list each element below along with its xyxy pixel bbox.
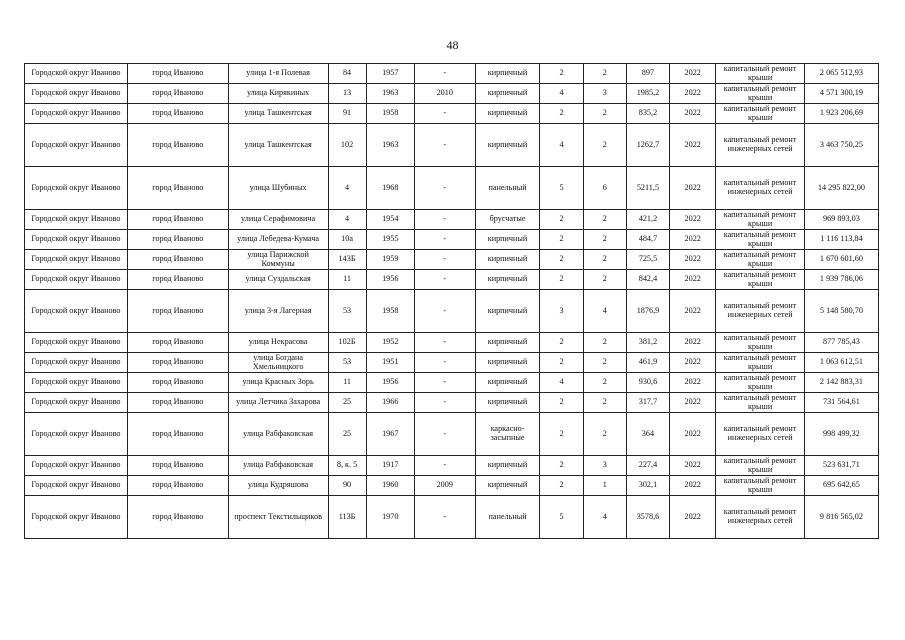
floors-cell: 2 — [540, 250, 583, 270]
city-cell: город Иваново — [127, 496, 228, 539]
page-number: 48 — [446, 38, 459, 52]
last-repair-year-cell: - — [414, 64, 475, 84]
house-number-cell: 91 — [328, 104, 366, 124]
last-repair-year-cell: - — [414, 413, 475, 456]
floors-cell: 2 — [540, 353, 583, 373]
cost-cell: 14 295 822,00 — [804, 167, 878, 210]
work-type-cell: капитальный ремонт крыши — [716, 476, 804, 496]
last-repair-year-cell: - — [414, 270, 475, 290]
municipal-district-cell: Городской округ Иваново — [25, 210, 128, 230]
city-cell: город Иваново — [127, 353, 228, 373]
last-repair-year-cell: - — [414, 124, 475, 167]
floors-cell: 2 — [540, 64, 583, 84]
work-type-cell: капитальный ремонт инженерных сетей — [716, 124, 804, 167]
cost-cell: 695 642,65 — [804, 476, 878, 496]
planned-year-cell: 2022 — [670, 250, 716, 270]
table-row — [25, 64, 879, 84]
floors-cell: 2 — [540, 393, 583, 413]
house-number-cell: 84 — [328, 64, 366, 84]
area-cell: 364 — [626, 413, 669, 456]
table-row — [25, 353, 879, 373]
year-built-cell: 1956 — [366, 373, 414, 393]
street-cell: улица Серафимовича — [228, 210, 328, 230]
work-type-cell: капитальный ремонт крыши — [716, 64, 804, 84]
area-cell: 317,7 — [626, 393, 669, 413]
municipal-district-cell: Городской округ Иваново — [25, 124, 128, 167]
area-cell: 227,4 — [626, 456, 669, 476]
floors-cell: 2 — [540, 456, 583, 476]
year-built-cell: 1967 — [366, 413, 414, 456]
area-cell: 842,4 — [626, 270, 669, 290]
house-number-cell: 53 — [328, 353, 366, 373]
entrances-cell: 2 — [583, 413, 626, 456]
entrances-cell: 2 — [583, 393, 626, 413]
street-cell: улица Рабфаковская — [228, 456, 328, 476]
municipal-district-cell: Городской округ Иваново — [25, 104, 128, 124]
wall-material-cell: кирпичный — [475, 250, 540, 270]
wall-material-cell: кирпичный — [475, 456, 540, 476]
cost-cell: 9 816 565,02 — [804, 496, 878, 539]
table-row — [25, 270, 879, 290]
street-cell: улица Ташкентская — [228, 124, 328, 167]
house-number-cell: 90 — [328, 476, 366, 496]
entrances-cell: 3 — [583, 456, 626, 476]
last-repair-year-cell: - — [414, 353, 475, 373]
table-row — [25, 373, 879, 393]
table-row — [25, 250, 879, 270]
wall-material-cell: кирпичный — [475, 333, 540, 353]
table-row — [25, 496, 879, 539]
last-repair-year-cell: - — [414, 393, 475, 413]
year-built-cell: 1957 — [366, 64, 414, 84]
work-type-cell: капитальный ремонт крыши — [716, 230, 804, 250]
street-cell: улица Суздальская — [228, 270, 328, 290]
year-built-cell: 1952 — [366, 333, 414, 353]
entrances-cell: 2 — [583, 124, 626, 167]
house-number-cell: 8, к. 5 — [328, 456, 366, 476]
last-repair-year-cell: - — [414, 167, 475, 210]
table-row — [25, 413, 879, 456]
cost-cell: 969 893,03 — [804, 210, 878, 230]
municipal-district-cell: Городской округ Иваново — [25, 333, 128, 353]
city-cell: город Иваново — [127, 373, 228, 393]
area-cell: 897 — [626, 64, 669, 84]
work-type-cell: капитальный ремонт крыши — [716, 250, 804, 270]
wall-material-cell: кирпичный — [475, 373, 540, 393]
last-repair-year-cell: - — [414, 250, 475, 270]
work-type-cell: капитальный ремонт крыши — [716, 456, 804, 476]
work-type-cell: капитальный ремонт инженерных сетей — [716, 496, 804, 539]
year-built-cell: 1956 — [366, 270, 414, 290]
last-repair-year-cell: - — [414, 456, 475, 476]
planned-year-cell: 2022 — [670, 84, 716, 104]
year-built-cell: 1963 — [366, 84, 414, 104]
planned-year-cell: 2022 — [670, 167, 716, 210]
work-type-cell: капитальный ремонт крыши — [716, 333, 804, 353]
year-built-cell: 1963 — [366, 124, 414, 167]
cost-cell: 998 499,32 — [804, 413, 878, 456]
floors-cell: 2 — [540, 230, 583, 250]
street-cell: улица Красных Зорь — [228, 373, 328, 393]
area-cell: 3578,6 — [626, 496, 669, 539]
last-repair-year-cell: - — [414, 104, 475, 124]
house-number-cell: 4 — [328, 210, 366, 230]
work-type-cell: капитальный ремонт крыши — [716, 210, 804, 230]
entrances-cell: 2 — [583, 270, 626, 290]
planned-year-cell: 2022 — [670, 393, 716, 413]
house-number-cell: 25 — [328, 413, 366, 456]
street-cell: улица Кирякиных — [228, 84, 328, 104]
city-cell: город Иваново — [127, 230, 228, 250]
city-cell: город Иваново — [127, 456, 228, 476]
house-number-cell: 53 — [328, 290, 366, 333]
year-built-cell: 1951 — [366, 353, 414, 373]
work-type-cell: капитальный ремонт инженерных сетей — [716, 167, 804, 210]
planned-year-cell: 2022 — [670, 104, 716, 124]
city-cell: город Иваново — [127, 290, 228, 333]
entrances-cell: 3 — [583, 84, 626, 104]
housing-repair-table — [24, 63, 879, 539]
planned-year-cell: 2022 — [670, 353, 716, 373]
municipal-district-cell: Городской округ Иваново — [25, 413, 128, 456]
entrances-cell: 2 — [583, 230, 626, 250]
work-type-cell: капитальный ремонт крыши — [716, 353, 804, 373]
city-cell: город Иваново — [127, 124, 228, 167]
entrances-cell: 2 — [583, 333, 626, 353]
city-cell: город Иваново — [127, 270, 228, 290]
street-cell: улица Шубиных — [228, 167, 328, 210]
municipal-district-cell: Городской округ Иваново — [25, 373, 128, 393]
year-built-cell: 1958 — [366, 290, 414, 333]
work-type-cell: капитальный ремонт крыши — [716, 104, 804, 124]
city-cell: город Иваново — [127, 167, 228, 210]
entrances-cell: 4 — [583, 290, 626, 333]
last-repair-year-cell: - — [414, 230, 475, 250]
table-row — [25, 476, 879, 496]
entrances-cell: 1 — [583, 476, 626, 496]
area-cell: 930,6 — [626, 373, 669, 393]
cost-cell: 1 063 612,51 — [804, 353, 878, 373]
wall-material-cell: кирпичный — [475, 353, 540, 373]
table-row — [25, 124, 879, 167]
work-type-cell: капитальный ремонт инженерных сетей — [716, 290, 804, 333]
house-number-cell: 113Б — [328, 496, 366, 539]
planned-year-cell: 2022 — [670, 230, 716, 250]
table-row — [25, 84, 879, 104]
work-type-cell: капитальный ремонт крыши — [716, 270, 804, 290]
floors-cell: 5 — [540, 167, 583, 210]
last-repair-year-cell: - — [414, 290, 475, 333]
municipal-district-cell: Городской округ Иваново — [25, 496, 128, 539]
table-row — [25, 290, 879, 333]
city-cell: город Иваново — [127, 104, 228, 124]
street-cell: улица 3-я Лагерная — [228, 290, 328, 333]
municipal-district-cell: Городской округ Иваново — [25, 290, 128, 333]
area-cell: 1262,7 — [626, 124, 669, 167]
table-row — [25, 167, 879, 210]
floors-cell: 3 — [540, 290, 583, 333]
table-body — [25, 64, 879, 539]
entrances-cell: 2 — [583, 373, 626, 393]
year-built-cell: 1966 — [366, 393, 414, 413]
area-cell: 421,2 — [626, 210, 669, 230]
municipal-district-cell: Городской округ Иваново — [25, 167, 128, 210]
municipal-district-cell: Городской округ Иваново — [25, 84, 128, 104]
work-type-cell: капитальный ремонт крыши — [716, 373, 804, 393]
street-cell: улица Кудряшова — [228, 476, 328, 496]
floors-cell: 2 — [540, 333, 583, 353]
city-cell: город Иваново — [127, 250, 228, 270]
floors-cell: 2 — [540, 210, 583, 230]
area-cell: 1876,9 — [626, 290, 669, 333]
planned-year-cell: 2022 — [670, 496, 716, 539]
entrances-cell: 2 — [583, 210, 626, 230]
house-number-cell: 143Б — [328, 250, 366, 270]
wall-material-cell: кирпичный — [475, 104, 540, 124]
area-cell: 461,9 — [626, 353, 669, 373]
municipal-district-cell: Городской округ Иваново — [25, 270, 128, 290]
house-number-cell: 11 — [328, 373, 366, 393]
street-cell: проспект Текстильщиков — [228, 496, 328, 539]
wall-material-cell: брусчатые — [475, 210, 540, 230]
wall-material-cell: кирпичный — [475, 64, 540, 84]
planned-year-cell: 2022 — [670, 373, 716, 393]
cost-cell: 5 148 580,70 — [804, 290, 878, 333]
year-built-cell: 1917 — [366, 456, 414, 476]
planned-year-cell: 2022 — [670, 210, 716, 230]
municipal-district-cell: Городской округ Иваново — [25, 456, 128, 476]
table-row — [25, 333, 879, 353]
year-built-cell: 1959 — [366, 250, 414, 270]
last-repair-year-cell: - — [414, 210, 475, 230]
cost-cell: 523 631,71 — [804, 456, 878, 476]
house-number-cell: 4 — [328, 167, 366, 210]
house-number-cell: 102Б — [328, 333, 366, 353]
street-cell: улица 1-я Полевая — [228, 64, 328, 84]
work-type-cell: капитальный ремонт крыши — [716, 393, 804, 413]
entrances-cell: 2 — [583, 104, 626, 124]
planned-year-cell: 2022 — [670, 64, 716, 84]
planned-year-cell: 2022 — [670, 333, 716, 353]
street-cell: улица Некрасова — [228, 333, 328, 353]
year-built-cell: 1960 — [366, 476, 414, 496]
year-built-cell: 1954 — [366, 210, 414, 230]
municipal-district-cell: Городской округ Иваново — [25, 476, 128, 496]
wall-material-cell: кирпичный — [475, 84, 540, 104]
cost-cell: 2 142 883,31 — [804, 373, 878, 393]
entrances-cell: 2 — [583, 64, 626, 84]
floors-cell: 2 — [540, 476, 583, 496]
planned-year-cell: 2022 — [670, 124, 716, 167]
planned-year-cell: 2022 — [670, 456, 716, 476]
municipal-district-cell: Городской округ Иваново — [25, 64, 128, 84]
cost-cell: 2 065 512,93 — [804, 64, 878, 84]
house-number-cell: 11 — [328, 270, 366, 290]
work-type-cell: капитальный ремонт инженерных сетей — [716, 413, 804, 456]
wall-material-cell: кирпичный — [475, 393, 540, 413]
wall-material-cell: кирпичный — [475, 290, 540, 333]
entrances-cell: 4 — [583, 496, 626, 539]
house-number-cell: 102 — [328, 124, 366, 167]
table-row — [25, 104, 879, 124]
cost-cell: 1 923 206,69 — [804, 104, 878, 124]
area-cell: 835,2 — [626, 104, 669, 124]
city-cell: город Иваново — [127, 210, 228, 230]
cost-cell: 1 116 113,84 — [804, 230, 878, 250]
wall-material-cell: кирпичный — [475, 230, 540, 250]
cost-cell: 1 939 786,06 — [804, 270, 878, 290]
floors-cell: 4 — [540, 373, 583, 393]
wall-material-cell: кирпичный — [475, 270, 540, 290]
street-cell: улица Летчика Захарова — [228, 393, 328, 413]
table-row — [25, 456, 879, 476]
municipal-district-cell: Городской округ Иваново — [25, 250, 128, 270]
street-cell: улица Богдана Хмельницкого — [228, 353, 328, 373]
house-number-cell: 10а — [328, 230, 366, 250]
floors-cell: 4 — [540, 84, 583, 104]
wall-material-cell: панельный — [475, 496, 540, 539]
planned-year-cell: 2022 — [670, 270, 716, 290]
house-number-cell: 25 — [328, 393, 366, 413]
year-built-cell: 1970 — [366, 496, 414, 539]
table-row — [25, 393, 879, 413]
wall-material-cell: панельный — [475, 167, 540, 210]
cost-cell: 731 564,61 — [804, 393, 878, 413]
municipal-district-cell: Городской округ Иваново — [25, 230, 128, 250]
planned-year-cell: 2022 — [670, 476, 716, 496]
street-cell: улица Парижской Коммуны — [228, 250, 328, 270]
city-cell: город Иваново — [127, 333, 228, 353]
house-number-cell: 13 — [328, 84, 366, 104]
city-cell: город Иваново — [127, 393, 228, 413]
table-row — [25, 210, 879, 230]
table-row — [25, 230, 879, 250]
entrances-cell: 2 — [583, 353, 626, 373]
street-cell: улица Лебедева-Кумача — [228, 230, 328, 250]
floors-cell: 2 — [540, 104, 583, 124]
city-cell: город Иваново — [127, 64, 228, 84]
last-repair-year-cell: 2009 — [414, 476, 475, 496]
area-cell: 381,2 — [626, 333, 669, 353]
floors-cell: 5 — [540, 496, 583, 539]
last-repair-year-cell: - — [414, 496, 475, 539]
year-built-cell: 1958 — [366, 104, 414, 124]
street-cell: улица Ташкентская — [228, 104, 328, 124]
street-cell: улица Рабфаковская — [228, 413, 328, 456]
area-cell: 302,1 — [626, 476, 669, 496]
work-type-cell: капитальный ремонт крыши — [716, 84, 804, 104]
wall-material-cell: кирпичный — [475, 476, 540, 496]
floors-cell: 2 — [540, 270, 583, 290]
city-cell: город Иваново — [127, 476, 228, 496]
area-cell: 1985,2 — [626, 84, 669, 104]
last-repair-year-cell: - — [414, 333, 475, 353]
planned-year-cell: 2022 — [670, 413, 716, 456]
city-cell: город Иваново — [127, 84, 228, 104]
entrances-cell: 2 — [583, 250, 626, 270]
city-cell: город Иваново — [127, 413, 228, 456]
wall-material-cell: каркасно-засыпные — [475, 413, 540, 456]
last-repair-year-cell: 2010 — [414, 84, 475, 104]
cost-cell: 877 785,43 — [804, 333, 878, 353]
planned-year-cell: 2022 — [670, 290, 716, 333]
floors-cell: 4 — [540, 124, 583, 167]
year-built-cell: 1955 — [366, 230, 414, 250]
municipal-district-cell: Городской округ Иваново — [25, 353, 128, 373]
area-cell: 5211,5 — [626, 167, 669, 210]
cost-cell: 4 571 300,19 — [804, 84, 878, 104]
cost-cell: 3 463 750,25 — [804, 124, 878, 167]
area-cell: 725,5 — [626, 250, 669, 270]
cost-cell: 1 670 601,60 — [804, 250, 878, 270]
municipal-district-cell: Городской округ Иваново — [25, 393, 128, 413]
floors-cell: 2 — [540, 413, 583, 456]
year-built-cell: 1968 — [366, 167, 414, 210]
entrances-cell: 6 — [583, 167, 626, 210]
wall-material-cell: кирпичный — [475, 124, 540, 167]
area-cell: 484,7 — [626, 230, 669, 250]
last-repair-year-cell: - — [414, 373, 475, 393]
